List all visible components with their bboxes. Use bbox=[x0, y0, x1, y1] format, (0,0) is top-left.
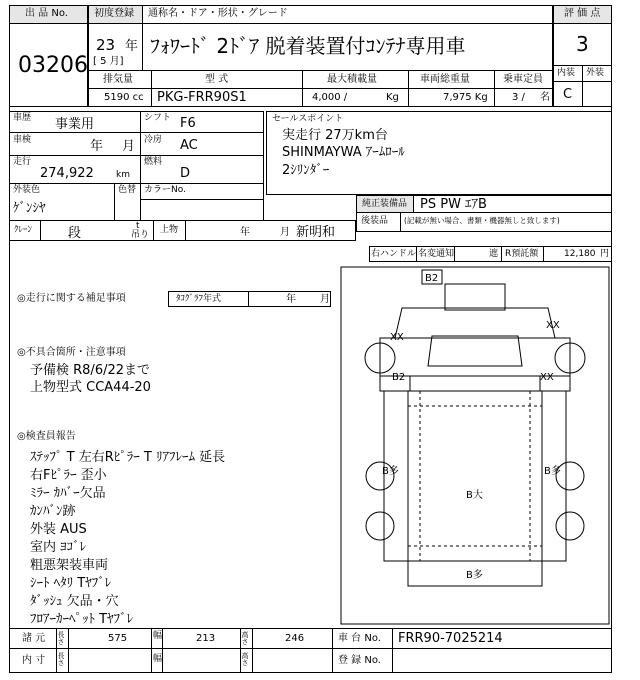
aftermarket-divider bbox=[400, 212, 401, 232]
height-label: 高さ bbox=[241, 631, 249, 645]
damage-mark-b2-left: B2 bbox=[392, 372, 406, 383]
model-label: 型 式 bbox=[205, 74, 229, 85]
disp-label: 排気量 bbox=[103, 74, 133, 85]
first-reg-year: 23 bbox=[96, 36, 116, 54]
max-load-unit: Kg bbox=[386, 92, 399, 103]
inspection-year: 年 bbox=[90, 139, 104, 154]
footer-divider bbox=[392, 628, 393, 673]
crane-stage: 段 bbox=[68, 226, 82, 241]
capacity: 3 / bbox=[512, 92, 525, 103]
inspector-line: 右Fﾋﾟﾗｰ 歪小 bbox=[30, 468, 107, 483]
inspector-line: ｼｰﾄ ﾍﾀﾘ Tﾔﾌﾞﾚ bbox=[30, 576, 112, 591]
mileage: 274,922 bbox=[40, 166, 94, 181]
details-row-line bbox=[9, 132, 264, 133]
wheel-rear-right-2 bbox=[556, 512, 584, 540]
load-label: 最大積載量 bbox=[327, 74, 377, 85]
damage-mark-xx-right-top: XX bbox=[546, 320, 560, 331]
history: 事業用 bbox=[55, 117, 95, 132]
ac: AC bbox=[180, 138, 198, 153]
capacity-label: 乗車定員 bbox=[503, 74, 543, 85]
inspector-line: ｽﾃｯﾌﾟ T 左右Rﾋﾟﾗｰ T ﾘｱﾌﾚｰﾑ 延長 bbox=[30, 450, 226, 465]
displacement: 5190 cc bbox=[104, 92, 144, 103]
width: 213 bbox=[196, 633, 216, 644]
tacho-month: 月 bbox=[320, 294, 330, 305]
crane-lift: 吊り bbox=[131, 230, 150, 240]
inspector-line: ｶﾝﾊﾞﾝ跡 bbox=[30, 504, 76, 519]
aftermarket-label: 後装品 bbox=[361, 216, 389, 226]
tacho-label: ﾀｺｸﾞﾗﾌ年式 bbox=[176, 294, 222, 304]
body-month: 月 bbox=[280, 227, 290, 238]
chassis-no: FRR90-7025214 bbox=[398, 631, 503, 646]
r-fee-divider bbox=[543, 246, 544, 262]
damage-mark-b-many-rear: B多 bbox=[466, 570, 483, 581]
sales-point-line: 実走行 27万km台 bbox=[282, 128, 388, 143]
details-row-line bbox=[9, 183, 264, 184]
inspector-notes bbox=[30, 446, 225, 626]
fuel-label: 燃料 bbox=[144, 157, 163, 167]
lot-no-label: 出 品 No. bbox=[25, 8, 68, 19]
exterior-label: 外装 bbox=[586, 68, 605, 78]
exterior-grade-cell bbox=[582, 81, 612, 107]
inspector-line: 室内 ﾖｺﾞﾚ bbox=[30, 540, 87, 555]
recycle-label: 遮 bbox=[489, 249, 499, 259]
footer-divider bbox=[68, 628, 69, 673]
inspection-label: 車検 bbox=[13, 135, 32, 145]
width-label: 幅 bbox=[153, 631, 163, 641]
damage-mark-b-many-right: B多 bbox=[544, 466, 561, 477]
std-equip-value: PS PW ｴｱB bbox=[420, 197, 487, 212]
reg-label: 登 録 No. bbox=[338, 655, 381, 666]
crane-label: ｸﾚｰﾝ bbox=[14, 225, 33, 235]
multi-change-divider bbox=[454, 246, 455, 262]
in-width-label: 幅 bbox=[153, 654, 163, 664]
inspector-line: ﾀﾞｯｼｭ 欠品・穴 bbox=[30, 594, 119, 609]
running-notes-title: ◎走行に関する補足事項 bbox=[17, 293, 126, 304]
tacho-year: 年 bbox=[286, 294, 296, 305]
fuel: D bbox=[180, 166, 191, 181]
damage-mark-b-many-left: B多 bbox=[382, 466, 399, 477]
cab-top bbox=[445, 284, 505, 310]
footer-divider bbox=[252, 628, 253, 673]
in-length-label: 長さ bbox=[57, 652, 65, 666]
defect-title: ◎不具合箇所・注意事項 bbox=[17, 347, 126, 358]
details-col-line bbox=[114, 183, 115, 221]
defect-line: 上物型式 CCA44-20 bbox=[30, 380, 151, 395]
shift-label: シフト bbox=[144, 113, 172, 123]
mileage-label: 走行 bbox=[13, 157, 32, 167]
cab-roof bbox=[395, 308, 555, 338]
damage-mark-xx-left: XX bbox=[390, 332, 404, 343]
shift: F6 bbox=[180, 116, 196, 131]
car-name: ﾌｫﾜｰﾄﾞ 2ﾄﾞｱ 脱着装置付ｺﾝﾃﾅ専用車 bbox=[150, 34, 466, 58]
first-reg-month: [ 5 月] bbox=[93, 56, 124, 67]
defect-line: 予備検 R8/6/22まで bbox=[30, 363, 151, 378]
body-maker: 新明和 bbox=[296, 225, 336, 240]
length-label: 長さ bbox=[57, 631, 65, 645]
sales-point-line: 2ｼﾘﾝﾀﾞｰ bbox=[282, 163, 330, 178]
inspector-title: ◎検査員報告 bbox=[17, 431, 76, 442]
inspector-line: ﾐﾗｰ ｶﾊﾞｰ欠品 bbox=[30, 486, 106, 501]
cab-body bbox=[380, 338, 570, 376]
body-label: 上物 bbox=[160, 225, 179, 235]
in-height-label: 高さ bbox=[241, 652, 249, 666]
spec-label-row bbox=[88, 70, 553, 89]
damage-mark-b-large: B大 bbox=[466, 490, 483, 501]
mileage-unit: km bbox=[116, 170, 130, 180]
name-label: 通称名・ドア・形状・グレード bbox=[148, 8, 288, 19]
r-fee: 12,180 bbox=[564, 249, 596, 259]
height: 246 bbox=[285, 633, 305, 644]
max-load: 4,000 / bbox=[312, 92, 348, 103]
truck-damage-diagram bbox=[340, 266, 610, 626]
cargo-floor bbox=[408, 391, 542, 561]
inspector-line: 粗悪架装車両 bbox=[30, 558, 109, 573]
crane-divider bbox=[40, 220, 41, 241]
chassis-label: 車 台 No. bbox=[338, 633, 381, 644]
r-fee-label: R預託額 bbox=[505, 249, 539, 259]
gross-weight: 7,975 Kg bbox=[443, 92, 488, 103]
inspection-month: 月 bbox=[122, 139, 136, 154]
windshield bbox=[428, 336, 522, 366]
first-reg-label: 初度登録 bbox=[94, 8, 134, 19]
details-row-line bbox=[9, 155, 264, 156]
damage-mark-b2-top: B2 bbox=[425, 273, 439, 284]
weight-label: 車両総重量 bbox=[420, 74, 470, 85]
rhd-flag: 右ハンドル bbox=[371, 249, 417, 259]
details-col-line bbox=[140, 111, 141, 221]
footer-divider bbox=[151, 628, 152, 673]
ac-label: 冷房 bbox=[144, 135, 163, 145]
details-row-line bbox=[140, 199, 264, 200]
inspector-line: 外装 AUS bbox=[30, 522, 87, 537]
color-no-label-2: カラーNo. bbox=[144, 185, 186, 195]
sales-point-line: SHINMAYWA ｱｰﾑﾛｰﾙ bbox=[282, 145, 405, 160]
ext-color-label: 外装色 bbox=[13, 185, 41, 195]
interior-label: 内装 bbox=[557, 68, 576, 78]
footer-divider bbox=[332, 628, 333, 673]
length: 575 bbox=[108, 633, 128, 644]
sales-points-label: セールスポイント bbox=[272, 114, 344, 124]
ext-color: ｹﾞﾝｼﾔ bbox=[13, 201, 46, 216]
wheel-rear-left-2 bbox=[366, 512, 394, 540]
footer-row-2 bbox=[9, 648, 612, 673]
footer-divider bbox=[162, 628, 163, 673]
color-no-label: 色替 bbox=[118, 185, 137, 195]
damage-mark-xx-right: XX bbox=[540, 372, 554, 383]
capacity-unit: 名 bbox=[540, 92, 550, 103]
interior-dims-label: 内 寸 bbox=[22, 655, 46, 666]
crane-divider bbox=[185, 220, 186, 241]
grade: 3 bbox=[576, 32, 589, 56]
history-label: 車歴 bbox=[13, 113, 32, 123]
multi-change-label: 名変通知 bbox=[418, 249, 455, 259]
lot-no: 03206 bbox=[18, 53, 88, 78]
footer-row-1 bbox=[9, 628, 612, 649]
first-reg-year-unit: 年 bbox=[125, 39, 139, 54]
crane-t: t bbox=[136, 221, 140, 231]
r-fee-unit: 円 bbox=[600, 249, 610, 259]
aftermarket-note: (記載が無い場合、書類・機器無しと致します) bbox=[404, 216, 560, 225]
model: PKG-FRR90S1 bbox=[157, 90, 247, 105]
tacho-divider bbox=[248, 291, 249, 307]
std-equip-label: 純正装備品 bbox=[362, 199, 408, 209]
dims-label: 諸 元 bbox=[22, 633, 46, 644]
interior-grade: C bbox=[563, 87, 573, 102]
body-year: 年 bbox=[240, 227, 250, 238]
crane-divider bbox=[153, 220, 154, 241]
grade-label: 評 価 点 bbox=[564, 8, 601, 19]
inspector-line: ﾌﾛｱｰｶｰﾍﾟｯﾄ Tﾔﾌﾞﾚ bbox=[30, 612, 134, 627]
